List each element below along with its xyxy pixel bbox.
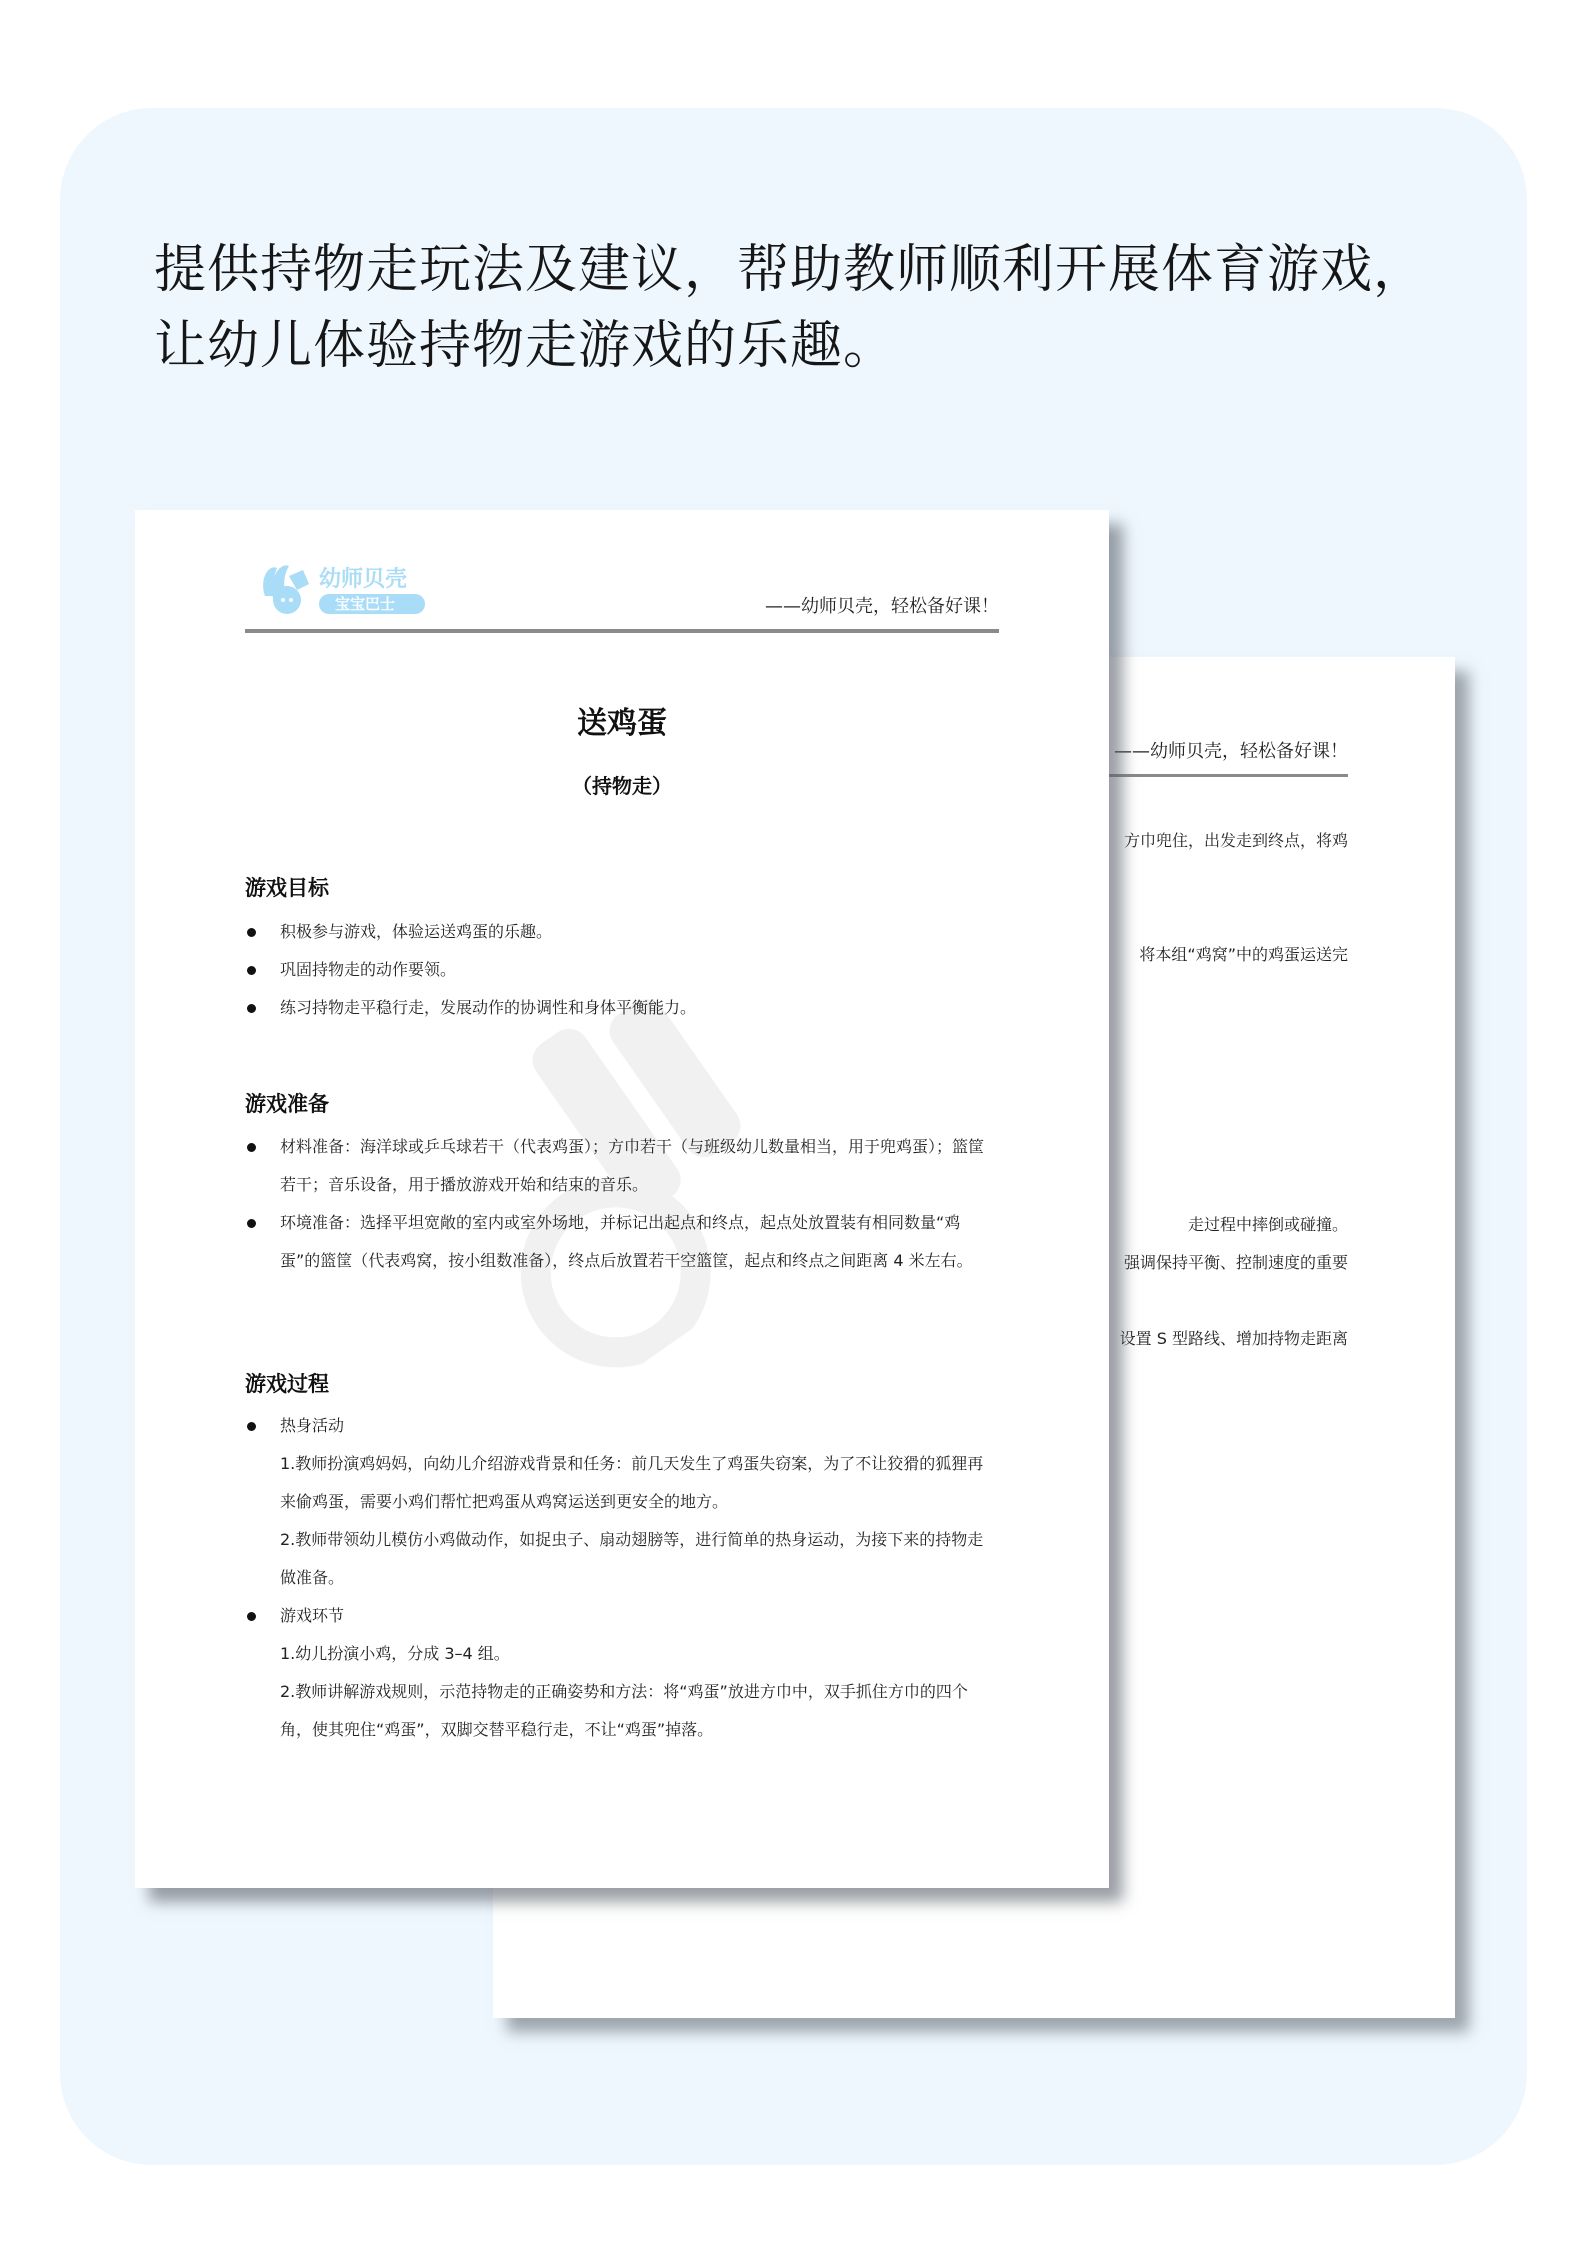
list-item: 热身活动 — [245, 1407, 999, 1445]
bullet-icon — [247, 1422, 256, 1431]
headline-line-1: 提供持物走玩法及建议，帮助教师顺利开展体育游戏， — [154, 240, 1427, 300]
section-heading-goals: 游戏目标 — [245, 876, 329, 900]
list-item: 游戏环节 — [245, 1597, 999, 1635]
text-line: 强调保持平衡、控制速度的重要 — [1123, 1253, 1348, 1272]
bullet-icon — [247, 966, 256, 975]
paragraph: 1.幼儿扮演小鸡，分成 3–4 组。 — [280, 1644, 510, 1663]
headline — [154, 232, 1454, 384]
bullet-icon — [247, 1143, 256, 1152]
text-line: 设置 S 型路线、增加持物走距离 — [1119, 1329, 1348, 1348]
list-item: 练习持物走平稳行走，发展动作的协调性和身体平衡能力。 — [245, 989, 999, 1027]
text-line: 方巾兜住，出发走到终点，将鸡 — [1123, 831, 1348, 850]
document-subtitle: （持物走） — [572, 774, 672, 798]
list-item: 巩固持物走的动作要领。 — [245, 951, 999, 989]
header-divider — [245, 629, 999, 633]
paragraph: 1.教师扮演鸡妈妈，向幼儿介绍游戏背景和任务：前几天发生了鸡蛋失窃案，为了不让狡猾的狐狸再来偷鸡蛋，需要小鸡们帮忙把鸡蛋从鸡窝运送到更安全的地方。 — [280, 1454, 984, 1511]
bullet-icon — [247, 1612, 256, 1621]
list-item: 环境准备：选择平坦宽敞的室内或室外场地，并标记出起点和终点，起点处放置装有相同数量“鸡蛋”的篮筐（代表鸡窝，按小组数准备），终点后放置若干空篮筐，起点和终点之间距离 4 米左右。 — [245, 1204, 999, 1280]
bullet-icon — [247, 1004, 256, 1013]
page-tagline: ——幼师贝壳，轻松备好课！ — [1114, 741, 1348, 762]
page-tagline: ——幼师贝壳，轻松备好课！ — [765, 596, 999, 617]
section-heading-process: 游戏过程 — [245, 1372, 329, 1396]
headline-line-2: 让幼儿体验持物走游戏的乐趣。 — [154, 316, 897, 376]
section-heading-preparation: 游戏准备 — [245, 1092, 329, 1116]
paragraph: 2.教师带领幼儿模仿小鸡做动作，如捉虫子、扇动翅膀等，进行简单的热身运动，为接下来的持物走做准备。 — [280, 1530, 984, 1587]
logo-sub-brand-text: 宝宝巴士 — [335, 595, 396, 613]
text-line: 走过程中摔倒或碰撞。 — [1187, 1215, 1348, 1234]
bullet-icon — [247, 928, 256, 937]
bullet-icon — [247, 1219, 256, 1228]
paragraph: 2.教师讲解游戏规则，示范持物走的正确姿势和方法：将“鸡蛋”放进方巾中，双手抓住方巾的四个角，使其兜住“鸡蛋”，双脚交替平稳行走，不让“鸡蛋”掉落。 — [280, 1682, 968, 1739]
text-line: 将本组“鸡窝”中的鸡蛋运送完 — [1139, 945, 1348, 964]
list-item: 积极参与游戏，体验运送鸡蛋的乐趣。 — [245, 913, 999, 951]
list-item: 材料准备：海洋球或乒乓球若干（代表鸡蛋）；方巾若干（与班级幼儿数量相当，用于兜鸡蛋）；篮筐若干；音乐设备，用于播放游戏开始和结束的音乐。 — [245, 1128, 999, 1204]
logo-brand-text: 幼师贝壳 — [319, 567, 408, 592]
document-page-front — [135, 510, 1109, 1888]
document-title: 送鸡蛋 — [577, 706, 667, 741]
